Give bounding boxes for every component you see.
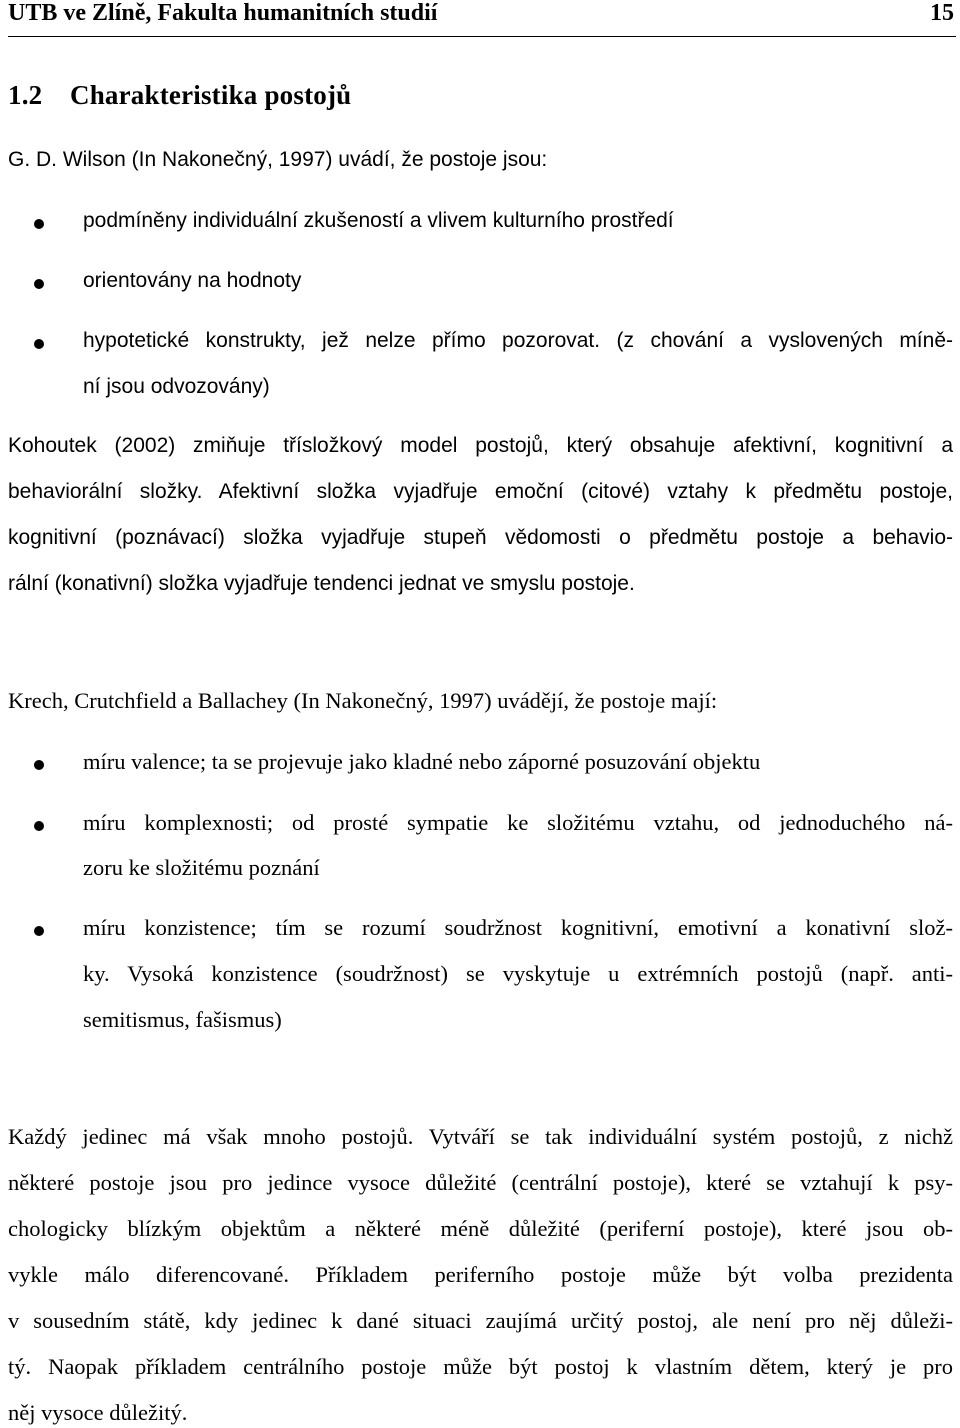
list2-item-2-line-2: zoru ke složitému poznání (83, 855, 320, 880)
section-heading (8, 80, 351, 111)
para1-line-4: rální (konativní) složka vyjadřuje tendenci jednat ve smyslu postoje. (8, 572, 635, 595)
section-title: Charakteristika postojů (70, 80, 352, 110)
bullet-icon (34, 760, 44, 770)
para2-line-3: chologicky blízkým objektům a některé méně důležité (periferní postoje), které jsou ob- (8, 1216, 953, 1241)
para2-line-7: něj vysoce důležitý. (8, 1400, 188, 1425)
list1-item-2-line-1: orientovány na hodnoty (83, 269, 302, 292)
bullet-icon (34, 279, 44, 289)
intro-krech: Krech, Crutchfield a Ballachey (In Nakonečný, 1997) uvádějí, že postoje mají: (8, 688, 718, 713)
list1-item-1-line-1: podmíněny individuální zkušeností a vlivem kulturního prostředí (83, 209, 674, 232)
para1-line-3: kognitivní (poznávací) složka vyjadřuje stupeň vědomosti o předmětu postoje a behavio- (8, 526, 953, 549)
section-number: 1.2 (8, 80, 43, 110)
para2-line-1: Každý jedinec má však mnoho postojů. Vytváří se tak individuální systém postojů, z nichž (8, 1124, 953, 1149)
list1-item-3-line-1: hypotetické konstrukty, jež nelze přímo pozorovat. (z chování a vyslovených míně- (83, 329, 953, 352)
list2-item-3-line-2: ky. Vysoká konzistence (soudržnost) se vyskytuje u extrémních postojů (např. anti- (83, 961, 953, 986)
para2-line-4: vykle málo diferencované. Příkladem periferního postoje může být volba prezidenta (8, 1262, 953, 1287)
page-number: 15 (930, 0, 954, 26)
header-title: UTB ve Zlíně, Fakulta humanitních studií (8, 0, 438, 26)
para2-line-6: tý. Naopak příkladem centrálního postoje může být postoj k vlastním dětem, který je pro (8, 1354, 953, 1379)
page-header (8, 0, 956, 37)
bullet-icon (34, 821, 44, 831)
list2-item-3-line-1: míru konzistence; tím se rozumí soudržnost kognitivní, emotivní a konativní slož- (83, 915, 953, 940)
intro-wilson: G. D. Wilson (In Nakonečný, 1997) uvádí, že postoje jsou: (8, 148, 548, 171)
list2-item-2-line-1: míru komplexnosti; od prosté sympatie ke složitému vztahu, od jednoduchého ná- (83, 810, 953, 835)
para1-line-2: behaviorální složky. Afektivní složka vyjadřuje emoční (citové) vztahy k předmětu postoje, (8, 480, 953, 503)
bullet-icon (34, 219, 44, 229)
para1-line-1: Kohoutek (2002) zmiňuje třísložkový model postojů, který obsahuje afektivní, kognitivní a (8, 434, 953, 457)
list2-item-3-line-3: semitismus, fašismus) (83, 1007, 282, 1032)
bullet-icon (34, 339, 44, 349)
bullet-icon (34, 926, 44, 936)
para2-line-2: některé postoje jsou pro jedince vysoce důležité (centrální postoje), které se vztahují k psy- (8, 1170, 953, 1195)
para2-line-5: v sousedním státě, kdy jedinec k dané situaci zaujímá určitý postoj, ale není pro něj důleži- (8, 1308, 953, 1333)
list2-item-1-line-1: míru valence; ta se projevuje jako kladné nebo záporné posuzování objektu (83, 749, 761, 774)
list1-item-3-line-2: ní jsou odvozovány) (83, 375, 270, 398)
